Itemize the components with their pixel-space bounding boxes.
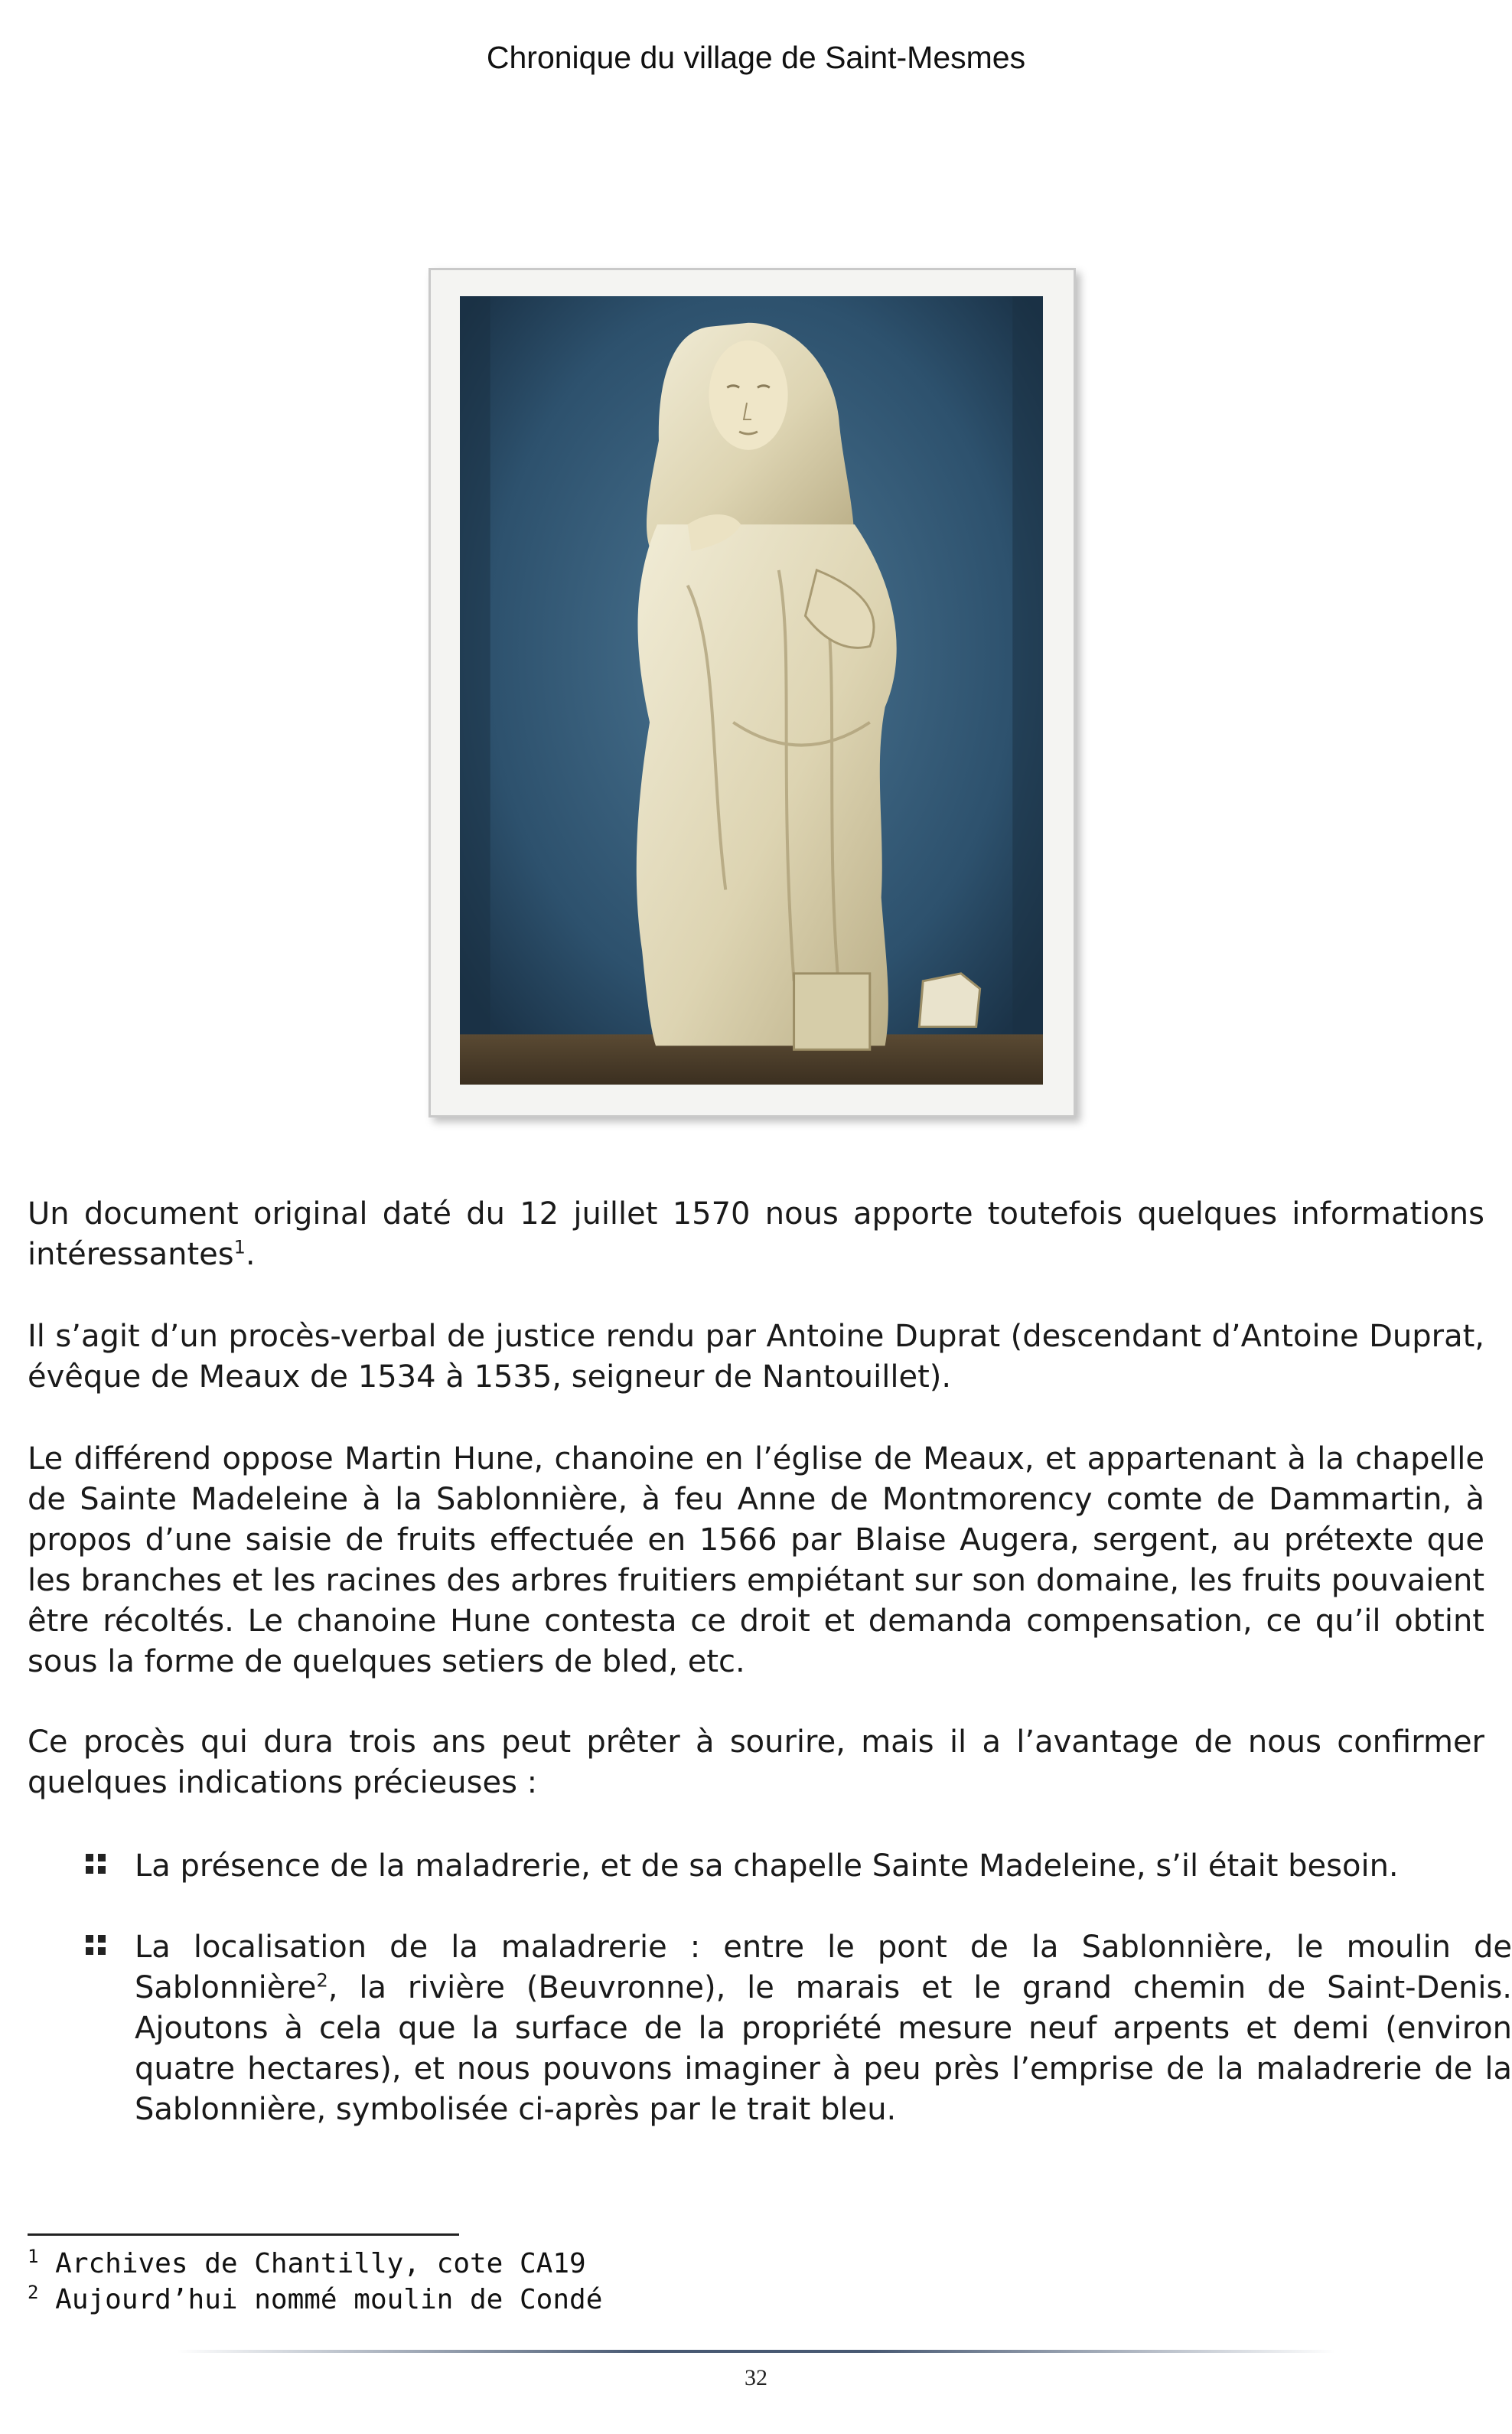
footnote-ref-2: 2 bbox=[316, 1969, 328, 1992]
footer-divider bbox=[176, 2350, 1336, 2353]
footnote-1: $^1$ Archives de Chantilly, cote CA19 bbox=[28, 2246, 586, 2279]
paragraph-3: Le différend oppose Martin Hune, chanoine en l’église de Meaux, et appartenant à la chapelle de Sainte Madeleine à la Sablonnière, à feu Anne de Montmorency comte de Dammartin, à propos d’une saisie de fruits effectuée en 1566 par Blaise Augera, sergent, au prétexte que les branches et les racines des arbres fruitiers empiétant sur son domaine, les fruits pouvaient être récoltés. Le chanoine Hune contesta ce droit et demanda compensation, ce qu’il obtint sous la forme de quelques setiers de bled, etc. bbox=[28, 1441, 1484, 1679]
maltese-cross-icon bbox=[83, 1851, 109, 1877]
footnote-ref-1: 1 bbox=[233, 1236, 246, 1258]
statue-photo-frame bbox=[429, 268, 1076, 1117]
bullet-text-1: La présence de la maladrerie, et de sa chapelle Sainte Madeleine, s’il était besoin. bbox=[135, 1848, 1399, 1884]
page-number: 32 bbox=[745, 2365, 767, 2390]
footnote-divider bbox=[28, 2233, 459, 2236]
maltese-cross-icon bbox=[83, 1932, 109, 1958]
paragraph-1: Un document original daté du 12 juillet 1570 nous apporte toutefois quelques informations intéressantes$^1$. bbox=[28, 1196, 1484, 1272]
page-header-title: Chronique du village de Saint-Mesmes bbox=[486, 40, 1026, 75]
footnote-2: $^2$ Aujourd’hui nommé moulin de Condé bbox=[28, 2282, 603, 2315]
paragraph-4: Ce procès qui dura trois ans peut prêter à sourire, mais il a l’avantage de nous confirmer quelques indications précieuses : bbox=[28, 1724, 1484, 1800]
statue-photo bbox=[460, 296, 1043, 1085]
bullet-text-2: La localisation de la maladrerie : entre le pont de la Sablonnière, le moulin de Sablonnière$^2$, la rivière (Beuvronne), le marais et le grand chemin de Saint-Denis. Ajoutons à cela que la surface de la propriété mesure neuf arpents et demi (environ quatre hectares), et nous pouvons imaginer à peu près l’emprise de la maladrerie de la Sablonnière, symbolisée ci-après par le trait bleu. bbox=[135, 1930, 1512, 2127]
paragraph-2: Il s’agit d’un procès-verbal de justice rendu par Antoine Duprat (descendant d’Antoine Duprat, évêque de Meaux de 1534 à 1535, seigneur de Nantouillet). bbox=[28, 1319, 1484, 1395]
